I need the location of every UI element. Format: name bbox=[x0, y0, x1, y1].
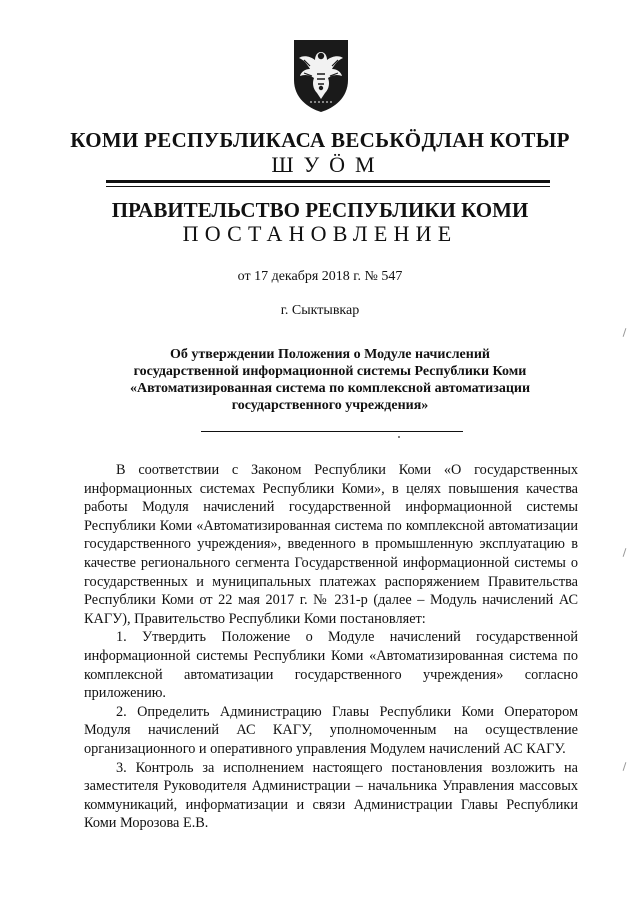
title-line: государственного учреждения» bbox=[231, 398, 429, 413]
city: г. Сыктывкар bbox=[280, 303, 360, 318]
body-paragraph-item-3: 3. Контроль за исполнением настоящего постановления возложить на заместителя Руководителя Администрации – начальника Управления массовых коммуникаций, информатизации и связи Администрации Главы Республики Коми Морозова Е.В. bbox=[84, 759, 578, 832]
title-line: Об утверждении Положения о Модуле начислений bbox=[170, 347, 490, 362]
resolution-label: ПОСТАНОВЛЕНИЕ bbox=[182, 221, 458, 246]
body-paragraph-item-2: 2. Определить Администрацию Главы Республики Коми Оператором Модуля начислений АС КАГУ, уполномоченным на осуществление организационного и оперативного управления Модулем начислений АС КАГУ. bbox=[84, 703, 578, 757]
scan-margin-mark bbox=[623, 328, 627, 337]
scan-margin-mark bbox=[623, 548, 627, 557]
document-title bbox=[100, 346, 560, 414]
header-divider-thick bbox=[106, 180, 550, 183]
scan-margin-mark bbox=[623, 762, 627, 771]
scan-speck bbox=[398, 436, 400, 438]
document-body bbox=[84, 461, 578, 833]
title-line: государственной информационной системы Республики Коми bbox=[133, 364, 527, 379]
body-paragraph-item-1: 1. Утвердить Положение о Модуле начислений государственной информационной системы Республики Коми «Автоматизированная система по комплексной автоматизации государственного учреждения» согласно приложению. bbox=[84, 629, 578, 702]
komi-resolution-label: ШУӦМ bbox=[271, 152, 385, 177]
title-line: «Автоматизированная система по комплексной автоматизации bbox=[129, 381, 531, 396]
header-divider-thin bbox=[106, 186, 550, 187]
title-underline bbox=[201, 431, 463, 432]
date-and-number: от 17 декабря 2018 г. № 547 bbox=[237, 269, 403, 284]
body-paragraph-preamble: В соответствии с Законом Республики Коми «О государственных информационных системах Республики Коми», в целях повышения качества работы Модуля начислений государственной информационной системы Республики Коми «Автоматизированная система по комплексной автоматизации государственного учреждения», введенного в промышленную эксплуатацию в качестве регионального сегмента Государственной информационной системы о государственных и муниципальных платежах распоряжением Правительства Республики Коми от 22 мая 2017 г. № 231-р (далее – Модуль начислений АС КАГУ), Правительство Республики Коми постановляет: bbox=[84, 462, 578, 627]
government-name: ПРАВИТЕЛЬСТВО РЕСПУБЛИКИ КОМИ bbox=[111, 198, 529, 222]
coat-of-arms-komi-icon bbox=[290, 36, 352, 114]
komi-government-name: КОМИ РЕСПУБЛИКАСА ВЕСЬКӦДЛАН КОТЫР bbox=[70, 128, 570, 152]
